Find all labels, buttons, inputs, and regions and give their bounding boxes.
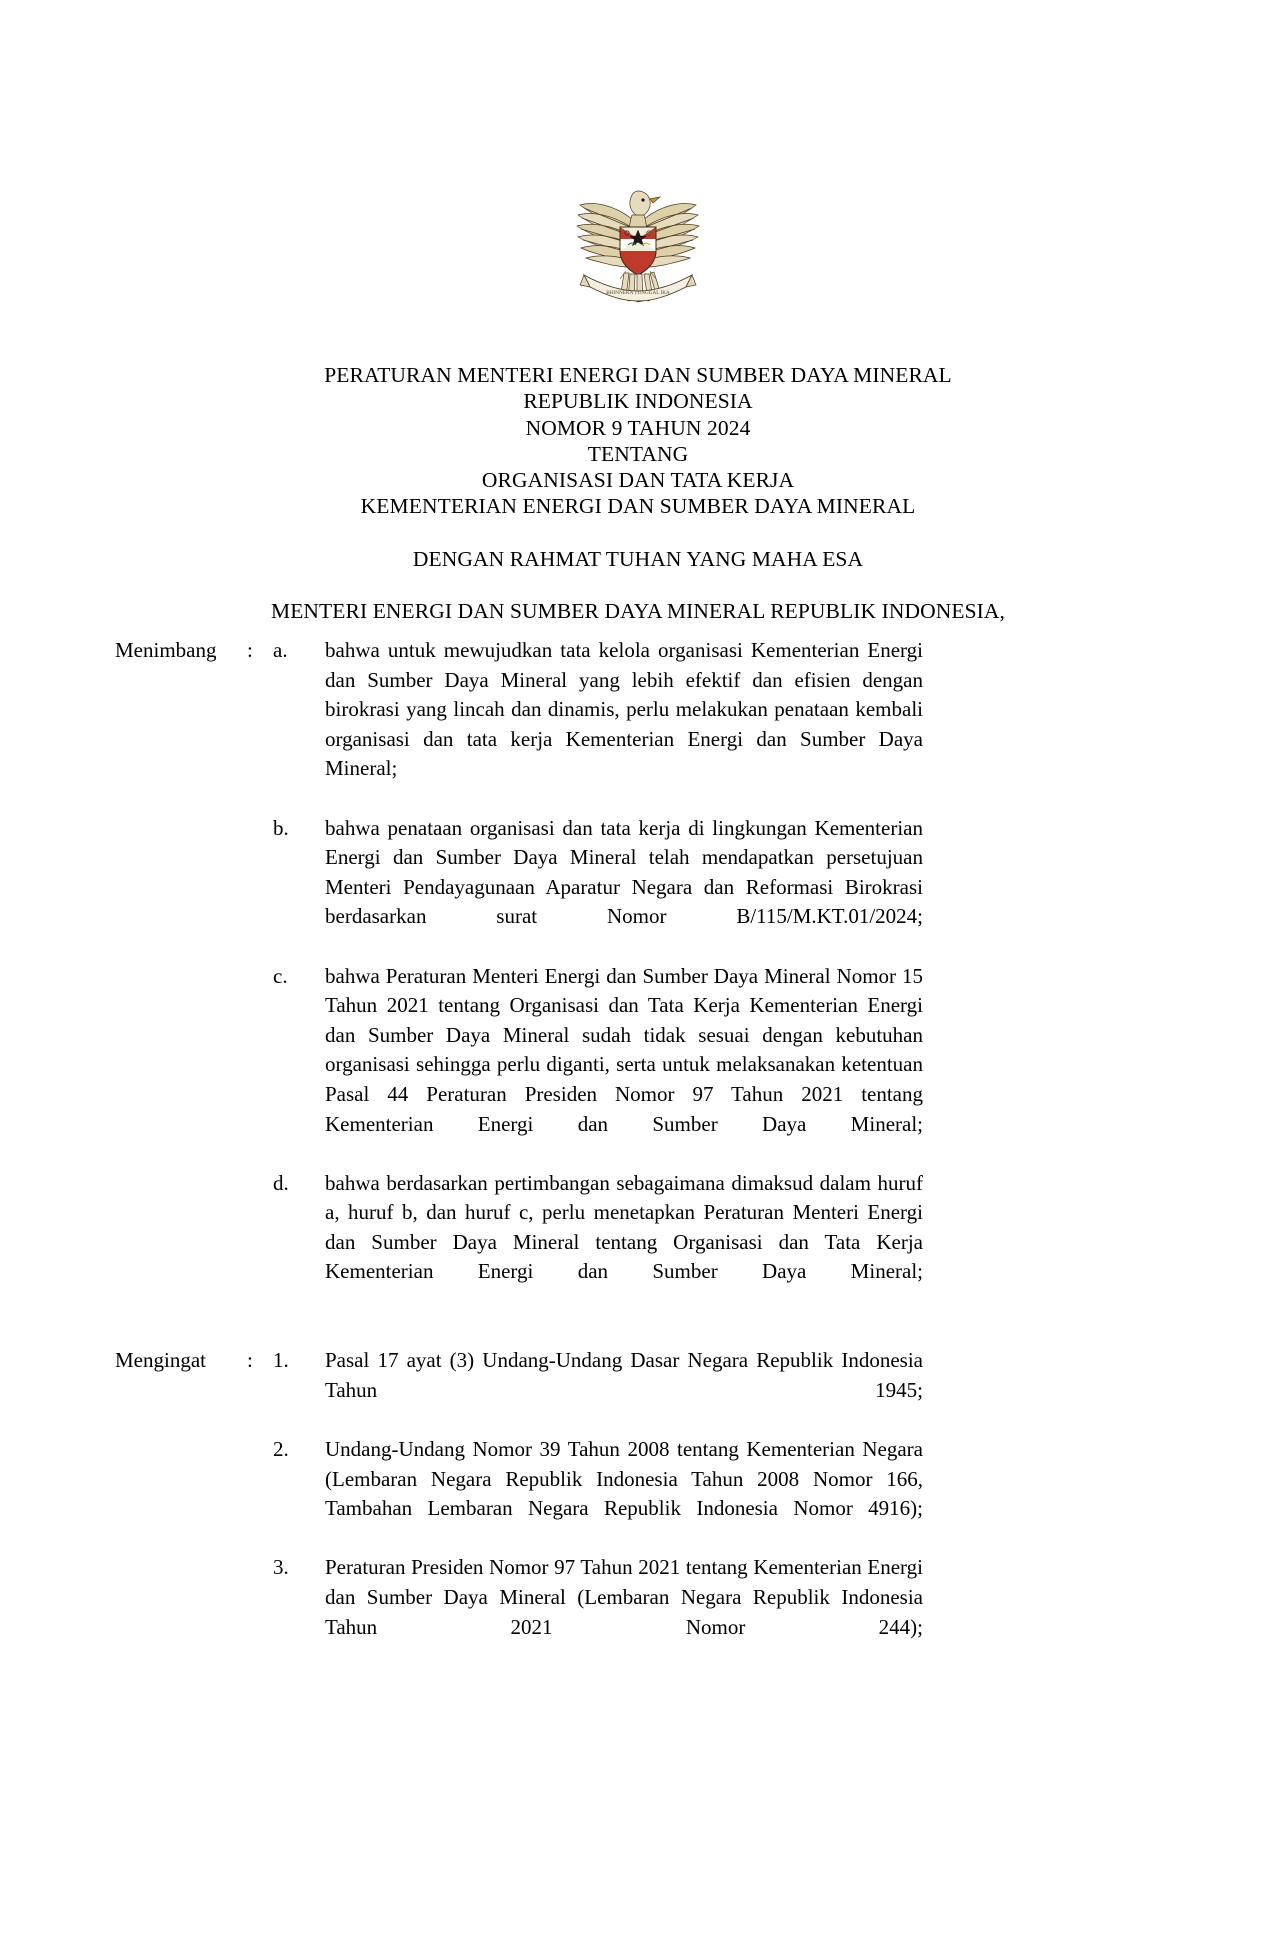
title-line-6-ministry: KEMENTERIAN ENERGI DAN SUMBER DAYA MINERAL [360, 494, 916, 519]
garuda-pancasila-emblem [554, 175, 722, 325]
mengingat-item-1 [115, 1346, 923, 1435]
menimbang-item-d [115, 1169, 923, 1317]
document-body [115, 636, 923, 1672]
mengingat-text-1: Pasal 17 ayat (3) Undang-Undang Dasar Negara Republik Indonesia Tahun 1945; [325, 1348, 923, 1402]
mengingat-marker-1: 1. [273, 1348, 289, 1373]
emblem-motto-text: BHINNEKA TUNGGAL IKA [606, 290, 670, 296]
mengingat-item-2 [115, 1435, 923, 1553]
title-spacer-2 [0, 572, 1276, 598]
menimbang-marker-a: a. [273, 638, 288, 662]
mengingat-label: Mengingat [115, 1348, 206, 1373]
mengingat-text-2: Undang-Undang Nomor 39 Tahun 2008 tentang Kementerian Negara (Lembaran Negara Republik Indonesia Tahun 2008 Nomor 166, Tambahan Lembaran Negara Republik Indonesia Nomor 4916); [325, 1437, 923, 1521]
mengingat-text-3: Peraturan Presiden Nomor 97 Tahun 2021 tentang Kementerian Energi dan Sumber Daya Mineral (Lembaran Negara Republik Indonesia Tahun 2021 Nomor 244); [325, 1555, 923, 1639]
mengingat-section [115, 1346, 923, 1672]
menimbang-text-c: bahwa Peraturan Menteri Energi dan Sumber Daya Mineral Nomor 15 Tahun 2021 tentang Organisasi dan Tata Kerja Kementerian Energi dan Sumber Daya Mineral sudah tidak sesuai dengan kebutuhan organisasi sehingga perlu diganti, serta untuk melaksanakan ketentuan Pasal 44 Peraturan Presiden Nomor 97 Tahun 2021 tentang Kementerian Energi dan Sumber Daya Mineral; [325, 963, 923, 1136]
menimbang-item-c [115, 962, 923, 1169]
menimbang-section [115, 636, 923, 1317]
menimbang-marker-c: c. [273, 963, 288, 988]
menimbang-item-b [115, 814, 923, 962]
document-title-block [0, 362, 1276, 624]
title-line-1: PERATURAN MENTERI ENERGI DAN SUMBER DAYA MINERAL [324, 363, 952, 387]
menimbang-text-a: bahwa untuk mewujudkan tata kelola organisasi Kementerian Energi dan Sumber Daya Mineral yang lebih efektif dan efisien dengan birokrasi yang lincah dan dinamis, perlu melakukan penataan kembali organisasi dan tata kerja Kementerian Energi dan Sumber Daya Mineral; [325, 638, 923, 781]
mengingat-item-3 [115, 1553, 923, 1671]
menimbang-label: Menimbang [115, 638, 217, 662]
title-line-3-nomor: NOMOR 9 TAHUN 2024 [525, 415, 751, 440]
section-spacer [115, 1317, 923, 1347]
menimbang-text-d: bahwa berdasarkan pertimbangan sebagaimana dimaksud dalam huruf a, huruf b, dan huruf c, perlu menetapkan Peraturan Menteri Energi dan Sumber Daya Mineral tentang Organisasi dan Tata Kerja Kementerian Energi dan Sumber Daya Mineral; [325, 1170, 923, 1284]
authority-line: MENTERI ENERGI DAN SUMBER DAYA MINERAL REPUBLIK INDONESIA, [270, 599, 1006, 624]
menimbang-marker-d: d. [273, 1170, 289, 1195]
title-line-5-subject: ORGANISASI DAN TATA KERJA [481, 468, 795, 493]
title-line-4-tentang: TENTANG [587, 441, 689, 466]
title-spacer-1 [0, 520, 1276, 546]
mengingat-marker-2: 2. [273, 1437, 289, 1462]
blessing-line: DENGAN RAHMAT TUHAN YANG MAHA ESA [412, 546, 864, 571]
mengingat-marker-3: 3. [273, 1555, 289, 1580]
menimbang-item-a [115, 636, 923, 814]
menimbang-colon: : [247, 638, 253, 662]
title-line-2: REPUBLIK INDONESIA [523, 389, 753, 414]
emblem-container [0, 175, 1276, 325]
mengingat-colon: : [247, 1348, 253, 1373]
menimbang-marker-b: b. [273, 815, 289, 840]
menimbang-text-b: bahwa penataan organisasi dan tata kerja di lingkungan Kementerian Energi dan Sumber Daya Mineral telah mendapatkan persetujuan Menteri Pendayagunaan Aparatur Negara dan Reformasi Birokrasi berdasarkan surat Nomor B/115/M.KT.01/2024; [325, 815, 923, 929]
